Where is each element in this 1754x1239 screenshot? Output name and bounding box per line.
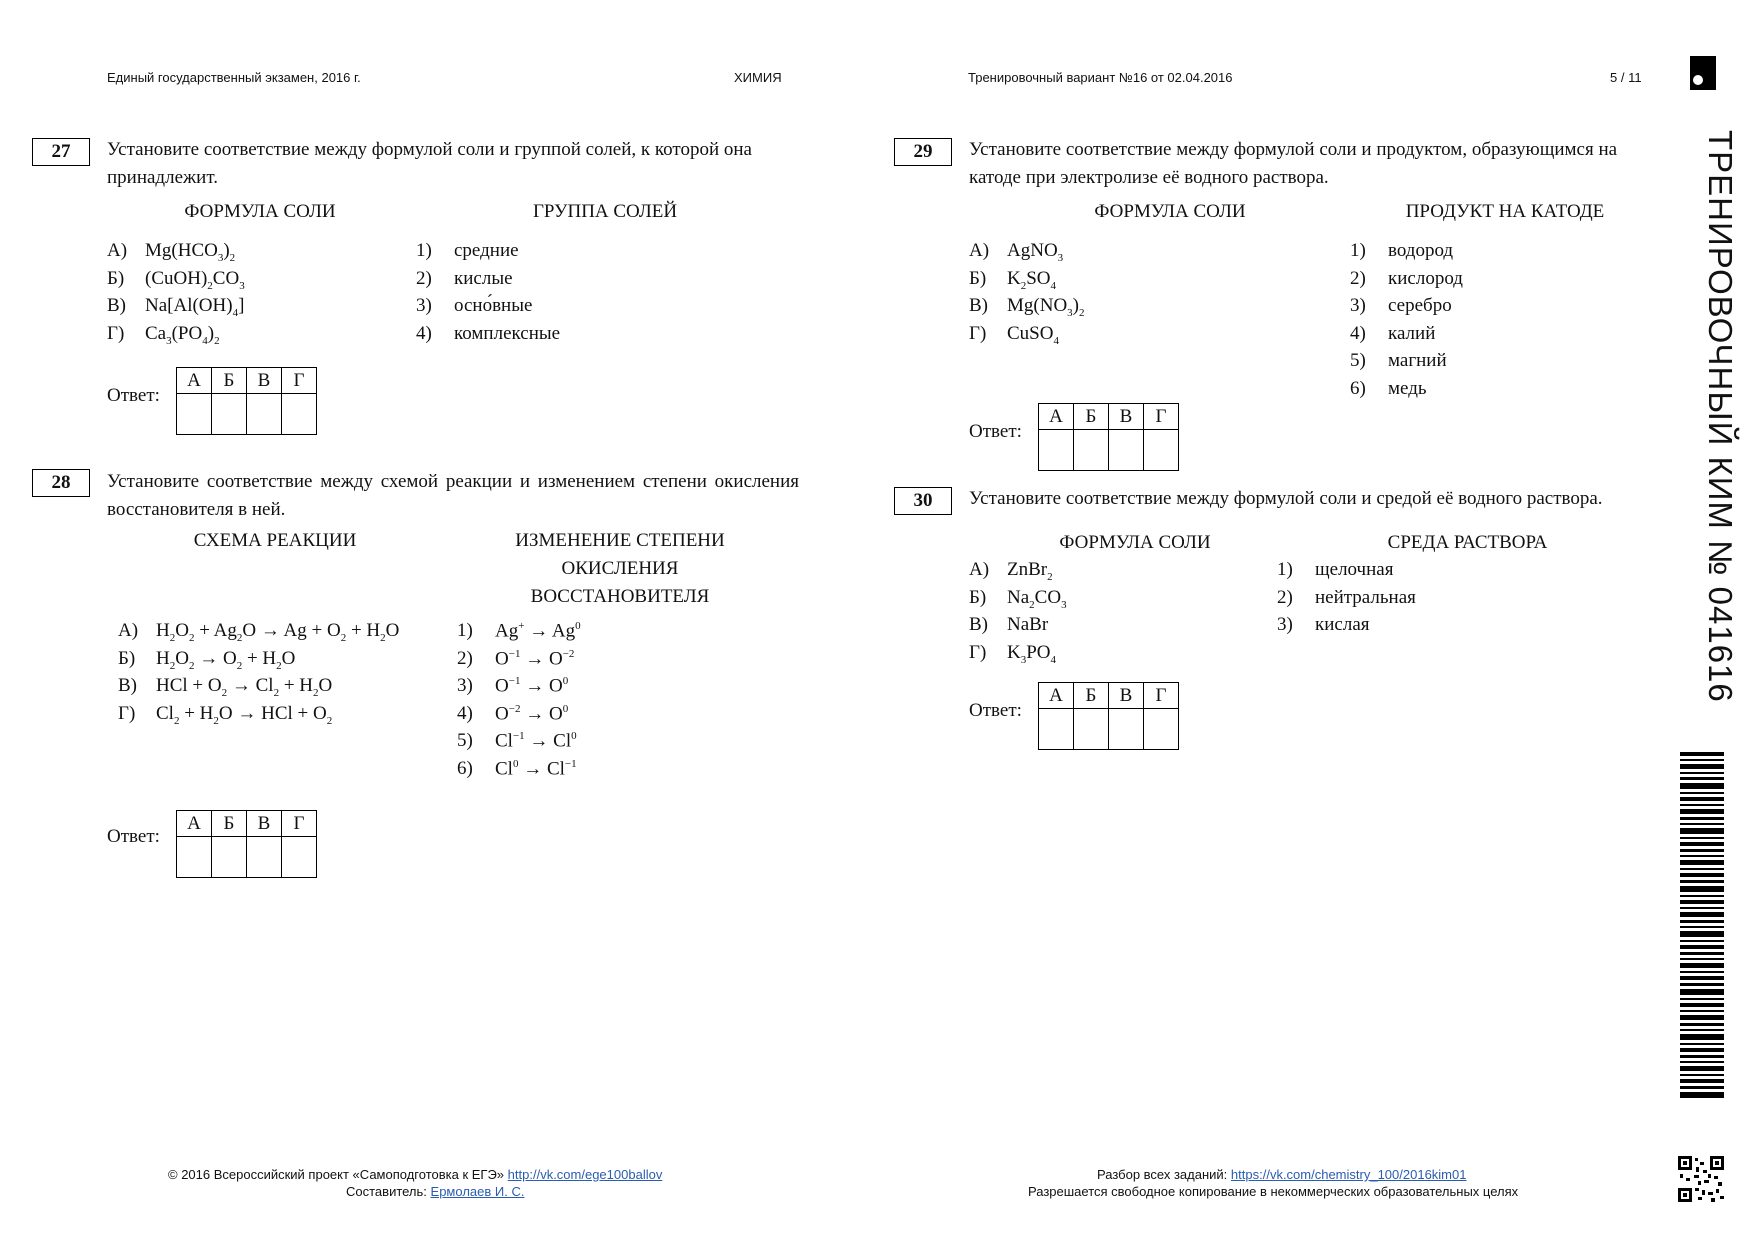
qr-code-icon <box>1678 1156 1724 1202</box>
q27-answer-cell-c[interactable] <box>247 394 282 435</box>
q28-answer-label: Ответ: <box>107 826 160 847</box>
q27-group-4: 4) комплексные <box>416 323 561 344</box>
q30-right-heading: СРЕДА РАСТВОРА <box>1387 532 1548 553</box>
q28-answer-cell-c[interactable] <box>247 837 282 878</box>
page-number: 5 / 11 <box>1610 70 1642 85</box>
q27-answer-grid: А Б В Г <box>176 367 317 435</box>
q30-medium-2: 2) нейтральная <box>1277 587 1416 608</box>
q27-group-2: 2) кислые <box>416 268 513 289</box>
q28-change-2: 2) $O^{-1} \to O^{-2}$ <box>457 648 575 670</box>
q27-text: Установите соответствие между формулой соли и группой солей, к которой она принадлежит. <box>107 139 752 188</box>
q28-answer-cell-a[interactable] <box>177 837 212 878</box>
barcode-icon <box>1680 752 1724 1102</box>
footer-copyright: © 2016 Всероссийский проект «Самоподготовка к ЕГЭ» http://vk.com/ege100ballov <box>168 1167 663 1182</box>
q30-answer-cell-c[interactable] <box>1109 709 1144 750</box>
q27-group-1: 1) средние <box>416 240 519 261</box>
q29-option-c: В) $Mg(NO_3)_2$ <box>969 295 1085 319</box>
q29-answer-cell-a[interactable] <box>1039 430 1074 471</box>
subject-title: ХИМИЯ <box>734 70 782 85</box>
q28-option-d: Г) $Cl_2 + H_2O$ → HCl + $O_2$ <box>118 703 333 727</box>
q27-answer-label: Ответ: <box>107 385 160 406</box>
q27-answer-cell-d[interactable] <box>282 394 317 435</box>
q28-answer-cell-b[interactable] <box>212 837 247 878</box>
q28-option-b: Б) $H_2O_2 \to O_2 + H_2O$ <box>118 648 296 672</box>
q27-number: 27 <box>32 138 90 166</box>
q28-left-heading: СХЕМА РЕАКЦИИ <box>193 530 357 551</box>
corner-marker-icon <box>1690 56 1716 90</box>
q27-left-heading: ФОРМУЛА СОЛИ <box>184 201 336 222</box>
q30-answer-cell-b[interactable] <box>1074 709 1109 750</box>
exam-title: Единый государственный экзамен, 2016 г. <box>107 70 361 85</box>
q29-answer-label: Ответ: <box>969 421 1022 442</box>
q30-answer-label: Ответ: <box>969 700 1022 721</box>
q30-medium-3: 3) кислая <box>1277 614 1370 635</box>
footer-analysis: Разбор всех заданий: https://vk.com/chemistry_100/2016kim01 <box>1097 1167 1467 1182</box>
q30-answer-cell-d[interactable] <box>1144 709 1179 750</box>
vertical-kim-title: ТРЕНИРОВОЧНЫЙ КИМ № 041616 <box>1702 130 1739 703</box>
q29-option-a: А) AgNO$_3$ <box>969 240 1064 264</box>
analysis-link[interactable]: https://vk.com/chemistry_100/2016kim01 <box>1230 1167 1467 1182</box>
q28-change-6: 6) $Cl^0 \to Cl^{-1}$ <box>457 758 577 780</box>
q29-product-3: 3) серебро <box>1350 295 1452 316</box>
q29-answer-cell-c[interactable] <box>1109 430 1144 471</box>
q29-product-6: 6) медь <box>1350 378 1427 399</box>
q29-number: 29 <box>894 138 952 166</box>
q30-left-heading: ФОРМУЛА СОЛИ <box>1059 532 1211 553</box>
q29-product-4: 4) калий <box>1350 323 1436 344</box>
q27-group-3: 3) осно́вные <box>416 295 533 316</box>
q28-right-heading: ИЗМЕНЕНИЕ СТЕПЕНИ ОКИСЛЕНИЯ ВОССТАНОВИТЕЛЯ <box>515 530 725 607</box>
q29-product-5: 5) магний <box>1350 350 1447 371</box>
q30-option-c: В) NaBr <box>969 614 1049 635</box>
q29-answer-cell-b[interactable] <box>1074 430 1109 471</box>
q30-answer-grid: А Б В Г <box>1038 682 1179 750</box>
q28-text: Установите соответствие между схемой реакции и изменением степени окисления восстановителя в ней. <box>107 471 799 520</box>
variant-title: Тренировочный вариант №16 от 02.04.2016 <box>968 70 1233 85</box>
q30-text: Установите соответствие между формулой соли и средой её водного раствора. <box>969 488 1603 509</box>
author-link[interactable]: Ермолаев И. С. <box>430 1184 525 1199</box>
q29-answer-grid: А Б В Г <box>1038 403 1179 471</box>
q28-number: 28 <box>32 469 90 497</box>
q27-right-heading: ГРУППА СОЛЕЙ <box>532 201 678 222</box>
q28-change-1: 1) $Ag^+ \to Ag^0$ <box>457 620 581 642</box>
q29-text: Установите соответствие между формулой соли и продуктом, образующимся на катоде при электролизе её водного раствора. <box>969 139 1618 188</box>
q29-answer-cell-d[interactable] <box>1144 430 1179 471</box>
q28-change-4: 4) $O^{-2} \to O^0$ <box>457 703 569 725</box>
q27-option-d: Г) $Ca_3(PO_4)_2$ <box>107 323 220 347</box>
q28-option-c: В) HCl + $O_2 \to Cl_2 + H_2O$ <box>118 675 333 699</box>
q30-number: 30 <box>894 487 952 515</box>
q28-option-a: А) $H_2O_2 + Ag_2O \to Ag + O_2 + H_2O$ <box>118 620 400 644</box>
q30-answer-cell-a[interactable] <box>1039 709 1074 750</box>
q28-change-5: 5) $Cl^{-1} \to Cl^0$ <box>457 730 577 752</box>
q29-option-b: Б) $K_2SO_4$ <box>969 268 1057 292</box>
q30-option-b: Б) $Na_2CO_3$ <box>969 587 1067 611</box>
q29-left-heading: ФОРМУЛА СОЛИ <box>1094 201 1246 222</box>
q29-option-d: Г) CuSO$_4$ <box>969 323 1059 347</box>
footer-license: Разрешается свободное копирование в некоммерческих образовательных целях <box>1028 1184 1519 1199</box>
q28-change-3: 3) $O^{-1} \to O^0$ <box>457 675 569 697</box>
q30-medium-1: 1) щелочная <box>1277 559 1394 580</box>
q27-answer-cell-b[interactable] <box>212 394 247 435</box>
q27-option-b: Б) $(CuOH)_2CO_3$ <box>107 268 245 292</box>
q29-right-heading: ПРОДУКТ НА КАТОДЕ <box>1405 201 1605 222</box>
q29-product-2: 2) кислород <box>1350 268 1463 289</box>
q27-answer-cell-a[interactable] <box>177 394 212 435</box>
footer-author: Составитель: Ермолаев И. С. <box>346 1184 525 1199</box>
q28-answer-grid: А Б В Г <box>176 810 317 878</box>
q29-product-1: 1) водород <box>1350 240 1454 261</box>
q30-option-d: Г) $K_3PO_4$ <box>969 642 1057 666</box>
q27-option-a: А) $Mg(HCO_3)_2$ <box>107 240 236 264</box>
q27-option-c: В) $Na[Al(OH)_4]$ <box>107 295 245 319</box>
q30-option-a: А) ZnBr$_2$ <box>969 559 1053 583</box>
copyright-link[interactable]: http://vk.com/ege100ballov <box>507 1167 663 1182</box>
q28-answer-cell-d[interactable] <box>282 837 317 878</box>
